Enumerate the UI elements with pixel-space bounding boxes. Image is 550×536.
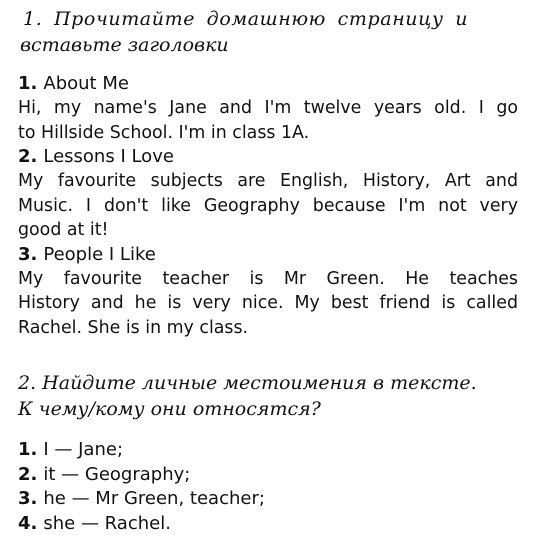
paragraph-line: History and he is very nice. My best friend is called xyxy=(18,291,518,316)
task-1-line: вставьте заголовки xyxy=(20,32,518,58)
task-1-instruction xyxy=(20,6,518,58)
section-number: 3. xyxy=(18,244,37,265)
paragraph-line: to Hillside School. I'm in class 1A. xyxy=(18,121,518,146)
paragraph-line: My favourite teacher is Mr Green. He teaches xyxy=(18,267,518,292)
section-people-i-like xyxy=(18,243,518,341)
paragraph-line: Rachel. She is in my class. xyxy=(18,316,518,341)
paragraph-line: Music. I don't like Geography because I'm not very xyxy=(18,194,518,219)
document-page xyxy=(18,6,518,536)
section-heading-text: People I Like xyxy=(43,244,155,265)
section-heading xyxy=(18,72,518,96)
section-heading-text: About Me xyxy=(43,73,129,94)
task-2-line: К чему/кому они относятся? xyxy=(18,396,518,422)
answer-number: 3. xyxy=(18,488,37,509)
answer-text: I — Jane; xyxy=(43,439,123,460)
section-paragraph xyxy=(18,96,518,145)
answer-item xyxy=(18,463,518,488)
task-2-instruction xyxy=(18,370,518,422)
section-paragraph xyxy=(18,169,518,243)
section-number: 1. xyxy=(18,73,37,94)
answer-list xyxy=(18,438,518,536)
answer-number: 2. xyxy=(18,464,37,485)
answer-item xyxy=(18,512,518,536)
section-about-me xyxy=(18,72,518,145)
section-heading xyxy=(18,145,518,169)
paragraph-line: My favourite subjects are English, History, Art and xyxy=(18,169,518,194)
task-2-line: 2. Найдите личные местоимения в тексте. xyxy=(18,370,518,396)
answer-number: 1. xyxy=(18,439,37,460)
paragraph-line: Hi, my name's Jane and I'm twelve years old. I go xyxy=(18,96,518,121)
answer-number: 4. xyxy=(18,513,37,534)
answer-item xyxy=(18,487,518,512)
answer-text: it — Geography; xyxy=(43,464,190,485)
task-1-line: 1. Прочитайте домашнюю страницу и xyxy=(20,6,518,32)
section-lessons-i-love xyxy=(18,145,518,243)
answer-item xyxy=(18,438,518,463)
section-number: 2. xyxy=(18,146,37,167)
answer-text: she — Rachel. xyxy=(43,513,171,534)
paragraph-line: good at it! xyxy=(18,218,518,243)
section-paragraph xyxy=(18,267,518,341)
section-heading xyxy=(18,243,518,267)
section-heading-text: Lessons I Love xyxy=(43,146,174,167)
answer-text: he — Mr Green, teacher; xyxy=(43,488,265,509)
